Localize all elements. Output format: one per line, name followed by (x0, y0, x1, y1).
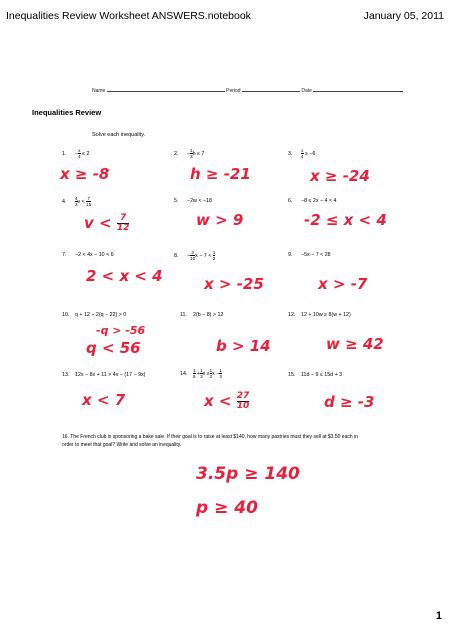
problem-1: 1. − $\frac{x}{4}$ ≤ 2 (62, 148, 90, 159)
problem-14: 14. $\frac{1}{5}$ + $\frac{1}{3}$ x ≥ $\frac{1}{2}$ x − $\frac{1}{4}$ (180, 368, 222, 379)
answer-5: w > 9 (196, 211, 244, 229)
answer-4: v < $\frac{7}{12}$ (84, 213, 130, 233)
period-blank (242, 86, 300, 92)
problem-6: 6. −8 ≤ 2x − 4 < 4 (288, 198, 337, 204)
answer-11: b > 14 (216, 337, 271, 355)
answer-16-solution: p ≥ 40 (196, 498, 258, 518)
answer-6: -2 ≤ x < 4 (304, 211, 387, 229)
date-label: Date (301, 88, 312, 94)
name-period-date-line (92, 86, 403, 94)
answer-16-inequality: 3.5p ≥ 140 (196, 464, 300, 484)
answer-2: h ≥ -21 (190, 165, 251, 183)
problem-3: 3. $\frac{x}{4}$ ≥ −6 (288, 148, 316, 159)
work-10: -q > -56 (96, 324, 146, 337)
word-problem-text: The French club is sponsoring a bake sale. If their goal is to raise at least $140, how many pastries must they sell at $3.50 each in order to meet that goal? Write and solve an inequality. (62, 434, 358, 448)
problem-10: 10. q + 12 − 2(q − 22) > 0 (62, 312, 127, 318)
period-label: Period (226, 88, 241, 94)
answer-15: d ≥ -3 (324, 393, 375, 411)
notebook-title: Inequalities Review Worksheet ANSWERS.notebook (6, 10, 251, 22)
name-blank (107, 86, 225, 92)
page-number: 1 (435, 610, 442, 622)
problem-15: 15. 11d − 9 ≤ 15d + 3 (288, 372, 343, 378)
sheet-title: Inequalities Review (32, 108, 102, 117)
answer-3: x ≥ -24 (310, 167, 370, 185)
answer-7: 2 < x < 4 (86, 267, 163, 285)
problem-7: 7. −2 < 4x − 10 < 6 (62, 252, 114, 258)
notebook-date: January 05, 2011 (363, 10, 444, 22)
problem-9: 9. −5x − 7 < 28 (288, 252, 331, 258)
word-problem-number: 16. (62, 434, 69, 440)
problem-12: 12. 12 + 10w ≥ 8(w + 12) (288, 312, 351, 318)
answer-8: x > -25 (204, 275, 264, 293)
word-problem-16 (62, 434, 362, 449)
problem-2: 2. − $\frac{1}{3}$ h ≤ 7 (174, 148, 205, 159)
answer-14: x < $\frac{27}{10}$ (204, 391, 250, 411)
answer-13: x < 7 (82, 391, 126, 409)
problem-11: 11. 2(b − 8) > 12 (180, 312, 224, 318)
answer-12: w ≥ 42 (326, 335, 384, 353)
answer-1: x ≥ -8 (60, 165, 110, 183)
answer-9: x > -7 (318, 275, 368, 293)
problem-13: 13. 12x − 8x + 11 > 4x − (17 − 9x) (62, 372, 146, 378)
date-blank (313, 86, 403, 92)
answer-10: q < 56 (86, 339, 141, 357)
instructions: Solve each inequality. (92, 132, 146, 138)
problem-8: 8. − $\frac{3}{10}$ x − 7 < $\frac{1}{2}$ (174, 250, 216, 261)
name-label: Name (92, 88, 106, 94)
problem-5: 5. −2w < −18 (174, 198, 212, 204)
problem-4: 4. $\frac{4}{3}$ v < $\frac{7}{15}$ (62, 196, 92, 207)
